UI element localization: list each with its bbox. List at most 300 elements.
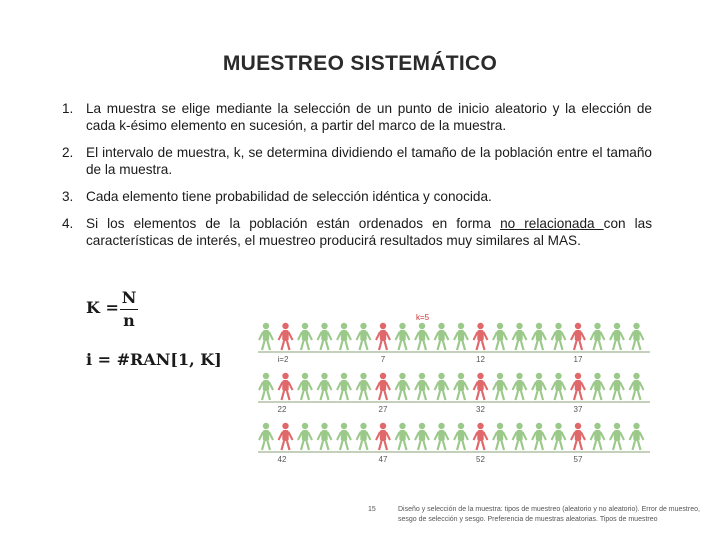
person-body [516,430,522,441]
selected-person-icon [376,373,390,400]
person-arm [298,332,302,340]
person-icon [298,373,312,400]
selected-person-icon [279,373,293,400]
person-leg [282,391,285,400]
systematic-sampling-figure [258,308,650,468]
person-arm [562,432,566,440]
person-leg [477,391,480,400]
person-arm [493,382,497,390]
person-leg [574,441,577,450]
person-body [575,330,581,341]
list-item [62,215,652,249]
person-leg [619,341,622,350]
person-icon [337,423,351,450]
person-arm [328,432,332,440]
person-leg [482,341,485,350]
person-leg [346,441,349,450]
person-leg [365,391,368,400]
person-leg [574,341,577,350]
person-leg [516,341,519,350]
person-arm [279,432,283,440]
person-arm [474,382,478,390]
person-icon [298,423,312,450]
person-icon [552,323,566,350]
person-arm [445,332,449,340]
person-arm [640,332,644,340]
person-icon [493,423,507,450]
person-body [341,430,347,441]
person-icon [435,373,449,400]
person-leg [535,341,538,350]
person-arm [503,382,507,390]
person-leg [321,341,324,350]
person-leg [399,441,402,450]
person-head [360,323,366,329]
person-arm [269,332,273,340]
fraction-denominator: n [123,311,135,330]
person-body [438,430,444,441]
person-body [477,430,483,441]
person-arm [406,382,410,390]
person-leg [638,341,641,350]
person-leg [307,441,310,450]
person-body [302,430,308,441]
person-leg [496,341,499,350]
list-number: 3. [62,189,74,204]
person-head [399,373,405,379]
person-arm [347,382,351,390]
person-arm [581,432,585,440]
person-arm [259,382,263,390]
person-body [360,330,366,341]
person-body [536,380,542,391]
person-arm [493,432,497,440]
person-head [536,373,542,379]
person-arm [376,382,380,390]
person-body [594,430,600,441]
person-arm [464,432,468,440]
fraction-numerator: N [121,288,137,307]
person-leg [360,391,363,400]
sample-label: 42 [277,455,287,464]
person-arm [259,432,263,440]
person-head [321,423,327,429]
person-arm [406,432,410,440]
person-leg [560,341,563,350]
person-arm [571,382,575,390]
person-head [477,423,483,429]
list-text: El intervalo de muestra, k, se determina dividiendo el tamaño de la población entre el tamaño de la muestra. [86,145,652,177]
person-body [341,330,347,341]
person-arm [298,382,302,390]
person-arm [484,332,488,340]
person-body [594,330,600,341]
person-arm [620,382,624,390]
person-arm [591,332,595,340]
person-body [263,330,269,341]
person-head [575,373,581,379]
person-head [536,323,542,329]
footer-text: Diseño y selección de la muestra: tipos de muestreo (aleatorio y no aleatorio). Error de muestreo, sesgo de selección y sesgo. Preferencia de muestras aleatorias. Tipos de muestreo [398,506,700,523]
person-arm [269,382,273,390]
person-head [497,323,503,329]
sample-label: i=2 [277,355,289,364]
person-body [633,430,639,441]
person-icon [357,423,371,450]
person-arm [620,432,624,440]
person-leg [301,391,304,400]
person-icon [454,373,468,400]
person-arm [386,332,390,340]
person-arm [289,332,293,340]
person-icon [513,373,527,400]
list-number: 4. [62,216,74,231]
person-head [282,373,288,379]
person-icon [435,323,449,350]
person-leg [482,391,485,400]
person-leg [262,441,265,450]
person-icon [415,323,429,350]
person-arm [328,382,332,390]
person-arm [542,332,546,340]
list-text-underlined: no relacionada [500,216,604,231]
person-arm [367,432,371,440]
person-arm [415,382,419,390]
person-leg [424,391,427,400]
person-head [633,373,639,379]
sample-label: 37 [573,405,583,414]
person-body [536,330,542,341]
person-leg [574,391,577,400]
person-head [614,373,620,379]
person-arm [308,332,312,340]
person-arm [337,432,341,440]
person-icon [532,323,546,350]
person-body [614,380,620,391]
person-arm [367,332,371,340]
person-head [536,423,542,429]
person-arm [552,432,556,440]
person-head [477,323,483,329]
person-leg [638,441,641,450]
person-arm [376,432,380,440]
person-leg [535,441,538,450]
person-leg [365,341,368,350]
person-leg [346,341,349,350]
person-head [516,423,522,429]
person-arm [620,332,624,340]
person-arm [464,382,468,390]
person-body [399,380,405,391]
person-arm [337,382,341,390]
person-leg [555,341,558,350]
person-arm [513,432,517,440]
person-leg [580,341,583,350]
person-icon [259,423,273,450]
person-leg [594,341,597,350]
person-arm [601,382,605,390]
person-head [360,373,366,379]
person-leg [346,391,349,400]
person-body [575,380,581,391]
person-leg [599,441,602,450]
person-arm [298,432,302,440]
person-body [419,430,425,441]
person-body [458,430,464,441]
person-leg [262,341,265,350]
person-body [438,330,444,341]
person-head [341,423,347,429]
list-text-before: Si los elementos de la población están ordenados en forma [86,216,501,231]
person-icon [591,423,605,450]
person-arm [445,432,449,440]
person-arm [454,332,458,340]
person-body [458,330,464,341]
person-leg [502,341,505,350]
person-head [380,323,386,329]
person-leg [399,391,402,400]
person-body [341,380,347,391]
person-arm [591,432,595,440]
person-arm [591,382,595,390]
person-arm [571,432,575,440]
person-head [282,323,288,329]
person-icon [610,373,624,400]
person-leg [262,391,265,400]
person-leg [360,441,363,450]
person-leg [268,441,271,450]
person-leg [516,391,519,400]
person-leg [521,341,524,350]
person-leg [535,391,538,400]
person-arm [415,432,419,440]
person-head [263,423,269,429]
person-icon [630,423,644,450]
person-arm [318,432,322,440]
person-arm [542,382,546,390]
person-head [594,423,600,429]
person-body [516,380,522,391]
person-leg [580,391,583,400]
person-leg [404,441,407,450]
person-body [282,430,288,441]
person-leg [555,391,558,400]
person-head [341,323,347,329]
person-body [614,430,620,441]
person-head [516,323,522,329]
person-body [321,380,327,391]
list-number: 1. [62,101,74,116]
person-body [380,430,386,441]
person-body [516,330,522,341]
person-arm [552,382,556,390]
person-arm [337,332,341,340]
person-icon [591,323,605,350]
selected-person-icon [474,373,488,400]
person-icon [454,323,468,350]
person-icon [435,423,449,450]
person-arm [562,332,566,340]
list-text: La muestra se elige mediante la selección de un punto de inicio aleatorio y la elección de cada k-ésimo elemento en sucesión, a partir del marco de la muestra. [86,101,652,133]
person-head [555,373,561,379]
person-leg [463,441,466,450]
person-leg [287,341,290,350]
person-leg [477,341,480,350]
person-icon [318,323,332,350]
person-head [380,423,386,429]
person-arm [523,432,527,440]
person-leg [516,441,519,450]
person-leg [268,341,271,350]
person-head [419,323,425,329]
person-leg [385,341,388,350]
person-head [458,423,464,429]
person-leg [613,341,616,350]
person-leg [633,341,636,350]
definition-list [62,100,652,259]
fraction-bar [120,309,138,310]
person-icon [415,373,429,400]
person-leg [477,441,480,450]
person-arm [279,382,283,390]
person-icon [415,423,429,450]
person-leg [521,441,524,450]
person-head [555,323,561,329]
person-body [263,380,269,391]
person-head [575,423,581,429]
person-body [477,380,483,391]
person-leg [560,391,563,400]
person-body [282,330,288,341]
person-icon [259,323,273,350]
person-leg [385,391,388,400]
person-leg [326,341,329,350]
list-number: 2. [62,145,74,160]
person-arm [513,382,517,390]
person-arm [435,332,439,340]
person-body [399,330,405,341]
person-leg [282,441,285,450]
person-body [497,330,503,341]
person-head [302,423,308,429]
person-head [399,423,405,429]
person-body [321,330,327,341]
person-arm [640,432,644,440]
person-arm [523,332,527,340]
person-head [321,373,327,379]
list-text: Cada elemento tiene probabilidad de selección idéntica y conocida. [86,189,492,204]
person-arm [415,332,419,340]
person-leg [287,391,290,400]
person-arm [474,432,478,440]
person-leg [399,341,402,350]
person-leg [443,391,446,400]
person-body [399,430,405,441]
person-arm [347,432,351,440]
person-arm [610,332,614,340]
list-item [62,100,652,134]
person-arm [396,332,400,340]
person-leg [457,441,460,450]
selected-person-icon [474,423,488,450]
person-arm [610,432,614,440]
person-icon [552,373,566,400]
person-head [282,423,288,429]
person-icon [552,423,566,450]
person-leg [340,441,343,450]
person-head [302,373,308,379]
person-arm [328,332,332,340]
person-arm [425,332,429,340]
person-head [321,323,327,329]
person-leg [457,391,460,400]
person-arm [357,382,361,390]
person-arm [406,332,410,340]
person-leg [365,441,368,450]
sample-label: 17 [573,355,583,364]
person-arm [552,332,556,340]
selected-person-icon [571,323,585,350]
k-label: k=5 [416,313,430,322]
list-item [62,188,652,205]
person-leg [502,441,505,450]
person-icon [337,323,351,350]
person-leg [360,341,363,350]
person-body [360,430,366,441]
person-head [614,323,620,329]
sample-label: 47 [378,455,388,464]
person-body [497,430,503,441]
person-leg [326,391,329,400]
person-arm [279,332,283,340]
selected-person-icon [571,423,585,450]
person-arm [601,432,605,440]
person-arm [308,382,312,390]
person-icon [630,373,644,400]
page-title: MUESTREO SISTEMÁTICO [222,52,498,75]
person-head [419,423,425,429]
person-arm [435,432,439,440]
person-head [438,423,444,429]
person-leg [496,391,499,400]
person-leg [379,391,382,400]
person-body [594,380,600,391]
list-text-after: con las características de interés, el muestreo producirá resultados muy similares al MAS. [86,216,652,248]
person-icon [513,323,527,350]
person-icon [396,423,410,450]
person-leg [638,391,641,400]
person-leg [443,341,446,350]
person-icon [591,373,605,400]
person-icon [610,423,624,450]
person-icon [318,423,332,450]
person-leg [418,341,421,350]
person-leg [326,441,329,450]
person-head [497,423,503,429]
person-arm [581,332,585,340]
person-head [594,323,600,329]
person-head [614,423,620,429]
person-body [321,430,327,441]
person-icon [454,423,468,450]
person-arm [503,332,507,340]
person-arm [289,382,293,390]
person-icon [298,323,312,350]
person-arm [464,332,468,340]
person-leg [438,341,441,350]
person-body [633,380,639,391]
person-leg [340,341,343,350]
